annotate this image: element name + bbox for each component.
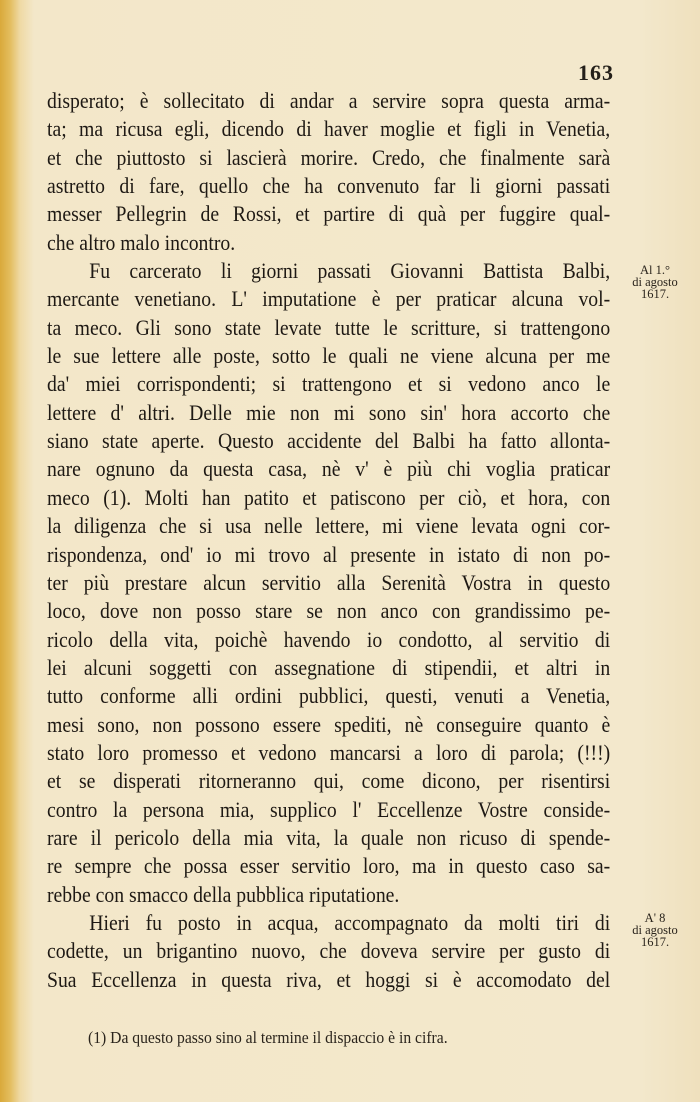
text-line: contro la persona mia, supplico l' Eccellenze Vostre conside- (47, 796, 611, 822)
margin-note-line: A' 8 (644, 911, 666, 925)
text-line: re sempre che possa esser servitio loro, ma in questo caso sa- (47, 853, 611, 879)
text-line: et se disperati ritorneranno qui, come dicono, per risentirsi (47, 768, 611, 794)
text-line: astretto di fare, quello che ha convenuto far li giorni passati (47, 173, 611, 199)
text-line: rispondenza, ond' io mi trovo al presente in istato di non po- (47, 541, 611, 567)
text-line: da' miei corrispondenti; si trattengono et si vedono anco le (47, 371, 611, 397)
text-line: rebbe con smacco della pubblica riputatione. (47, 881, 400, 907)
margin-note-line: 1617. (640, 287, 670, 301)
text-line: rare il pericolo della mia vita, la quale non ricuso di spende- (47, 824, 611, 850)
text-line: siano state aperte. Questo accidente del Balbi ha fatto allonta- (47, 428, 611, 454)
text-line: et che piuttosto si lascierà morire. Credo, che finalmente sarà (47, 144, 611, 170)
text-line: nare ognuno da questa casa, nè v' è più chi voglia praticar (47, 456, 611, 482)
text-line: ter più prestare alcun servitio alla Serenità Vostra in questo (47, 569, 611, 595)
text-line: lettere d' altri. Delle mie non mi sono sin' hora accorto che (47, 399, 611, 425)
text-line: Hieri fu posto in acqua, accompagnato da molti tiri di (89, 909, 611, 935)
text-line: che altro malo incontro. (47, 229, 236, 255)
text-line: la diligenza che si usa nelle lettere, mi viene levata ogni cor- (47, 513, 611, 539)
text-line: le sue lettere alle poste, sotto le quali ne viene alcuna per me (47, 343, 611, 369)
text-line: meco (1). Molti han patito et patiscono per ciò, et hora, con (47, 484, 611, 510)
text-line: disperato; è sollecitato di andar a servire sopra questa arma- (47, 88, 611, 113)
text-line: lei alcuni soggetti con assegnatione di stipendii, et altri in (47, 654, 611, 680)
text-line: ta; ma ricusa egli, dicendo di haver moglie et figli in Venetia, (47, 116, 611, 142)
text-line: stato loro promesso et vedono mancarsi a loro di parola; (!!!) (47, 739, 611, 765)
text-line: tutto conforme alli ordini pubblici, questi, venuti a Venetia, (47, 683, 611, 709)
margin-note-line: Al 1.° (640, 263, 670, 277)
footnote: (1) Da questo passo sino al termine il dispaccio è in cifra. (88, 1028, 448, 1047)
margin-date-note (620, 264, 690, 300)
text-line: ta meco. Gli sono state levate tutte le scritture, si trattengono (47, 314, 611, 340)
text-line: loco, dove non posso stare se non anco con grandissimo pe- (47, 598, 611, 624)
text-line: mercante venetiano. L' imputatione è per praticar alcuna vol- (47, 286, 611, 312)
text-line: Sua Eccellenza in questa riva, et hoggi si è accomodato del (47, 966, 611, 992)
margin-note-line: di agosto (632, 275, 678, 289)
text-line: Fu carcerato li giorni passati Giovanni Battista Balbi, (89, 258, 611, 284)
margin-date-note (620, 912, 690, 948)
text-line: ricolo della vita, poichè havendo io condotto, al servitio di (47, 626, 611, 652)
margin-note-line: di agosto (632, 923, 678, 937)
body-text (47, 87, 611, 994)
margin-note-line: 1617. (640, 935, 670, 949)
text-line: messer Pellegrin de Rossi, et partire di quà per fuggire qual- (47, 201, 611, 227)
text-line: mesi sono, non possono essere spediti, nè conseguire quanto è (47, 711, 611, 737)
text-line: codette, un brigantino nuovo, che doveva servire per gusto di (47, 938, 611, 964)
page-number: 163 (578, 60, 614, 85)
